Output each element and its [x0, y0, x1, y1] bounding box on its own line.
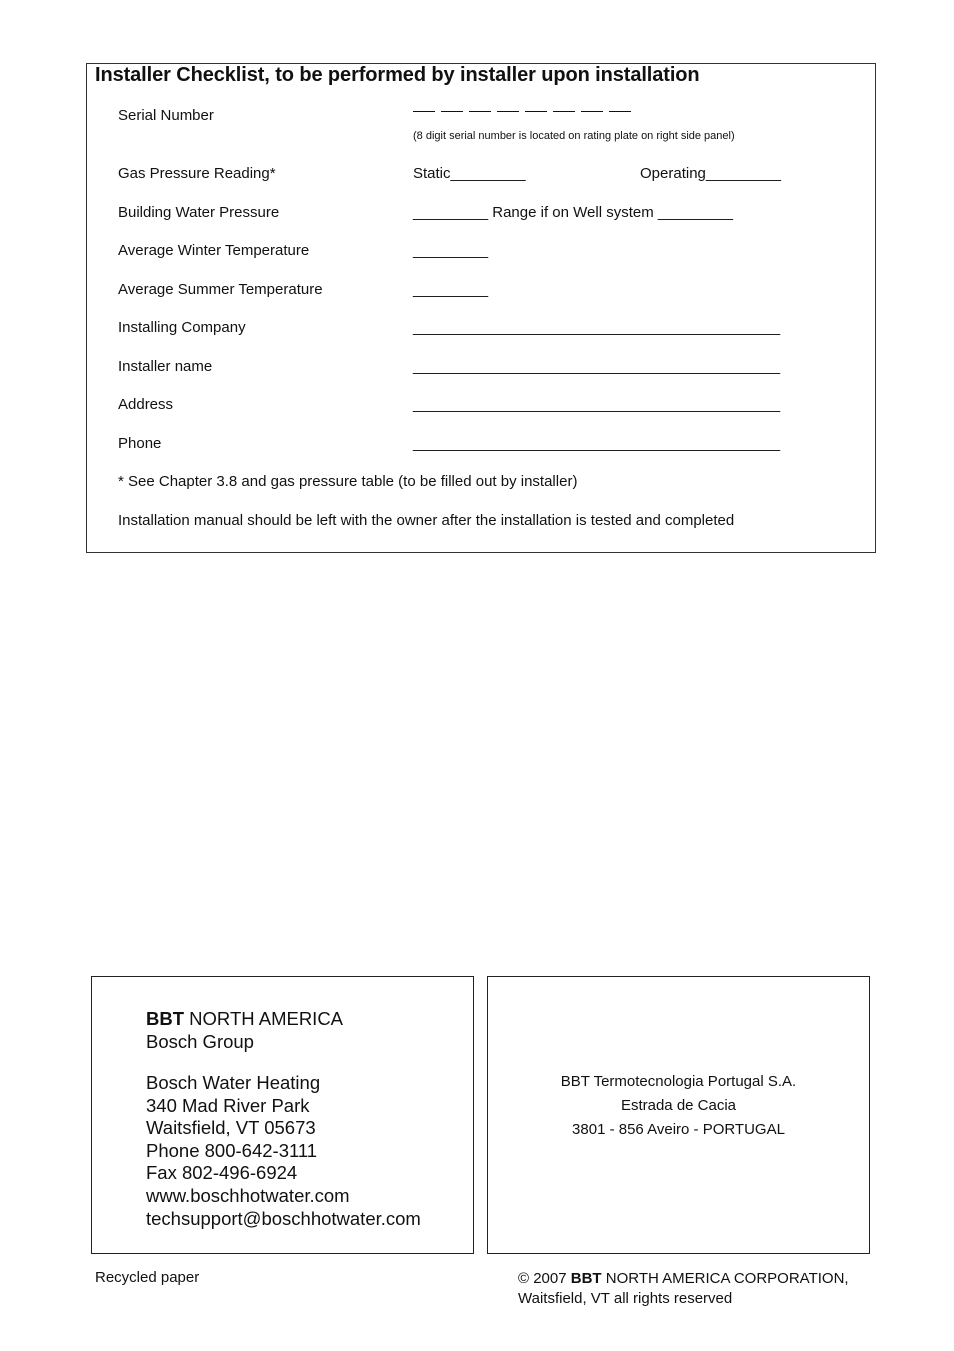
- manual-note: Installation manual should be left with the owner after the installation is tested and completed: [118, 512, 735, 529]
- pt-street: Estrada de Cacia: [620, 1097, 737, 1114]
- gas-operating-field[interactable]: Operating_________: [640, 165, 781, 182]
- pt-contact: [488, 1070, 869, 1142]
- na-city: Waitsfield, VT 05673: [146, 1117, 316, 1139]
- copyright-rest: NORTH AMERICA CORPORATION,: [601, 1270, 849, 1287]
- copyright-prefix: © 2007: [518, 1270, 571, 1287]
- na-fax: Fax 802-496-6924: [146, 1162, 298, 1184]
- phone-label: Phone: [118, 435, 162, 452]
- address-label: Address: [118, 396, 174, 413]
- na-brand-line: [146, 1008, 343, 1031]
- serial-number-field[interactable]: [413, 110, 637, 128]
- na-phone: Phone 800-642-3111: [146, 1139, 318, 1161]
- na-contact: [146, 1072, 421, 1230]
- gas-pressure-label: Gas Pressure Reading*: [118, 165, 276, 182]
- copyright-line-1: [518, 1269, 849, 1289]
- winter-temp-label: Average Winter Temperature: [118, 242, 310, 259]
- na-email-link[interactable]: techsupport@boschhotwater.com: [146, 1207, 421, 1229]
- na-company: Bosch Water Heating: [146, 1072, 321, 1093]
- pt-city: 3801 - 856 Aveiro - PORTUGAL: [572, 1121, 785, 1138]
- water-pressure-field[interactable]: _________ Range if on Well system _________: [413, 204, 733, 221]
- copyright-notice: [518, 1269, 849, 1308]
- installer-name-field[interactable]: ____________________________________________: [413, 358, 781, 375]
- pt-company: BBT Termotecnologia Portugal S.A.: [560, 1073, 797, 1090]
- address-field[interactable]: ____________________________________________: [413, 396, 781, 413]
- winter-temp-field[interactable]: _________: [413, 242, 489, 259]
- installing-company-field[interactable]: ____________________________________________: [413, 319, 781, 336]
- north-america-address-box: [91, 976, 474, 1254]
- na-group: Bosch Group: [146, 1030, 254, 1052]
- na-street: 340 Mad River Park: [146, 1094, 310, 1116]
- na-brand: BBT: [146, 1008, 185, 1029]
- chapter-note: * See Chapter 3.8 and gas pressure table (to be filled out by installer): [118, 473, 578, 490]
- na-header: [146, 1008, 343, 1053]
- summer-temp-label: Average Summer Temperature: [118, 281, 323, 298]
- portugal-address-box: [487, 976, 870, 1254]
- serial-number-hint: (8 digit serial number is located on rating plate on right side panel): [413, 130, 735, 142]
- recycled-paper-note: Recycled paper: [95, 1269, 200, 1286]
- summer-temp-field[interactable]: _________: [413, 281, 489, 298]
- copyright-brand: BBT: [570, 1270, 602, 1287]
- water-pressure-label: Building Water Pressure: [118, 204, 280, 221]
- serial-number-label: Serial Number: [118, 107, 214, 124]
- na-website-link[interactable]: www.boschhotwater.com: [146, 1184, 350, 1206]
- phone-field[interactable]: ____________________________________________: [413, 435, 781, 452]
- na-brand-rest: NORTH AMERICA: [184, 1008, 344, 1029]
- copyright-line-2: Waitsfield, VT all rights reserved: [518, 1289, 733, 1307]
- installing-company-label: Installing Company: [118, 319, 246, 336]
- installer-name-label: Installer name: [118, 358, 213, 375]
- installer-checklist-box: [86, 63, 876, 553]
- checklist-title: Installer Checklist, to be performed by installer upon installation: [95, 64, 700, 86]
- gas-static-field[interactable]: Static_________: [413, 165, 526, 182]
